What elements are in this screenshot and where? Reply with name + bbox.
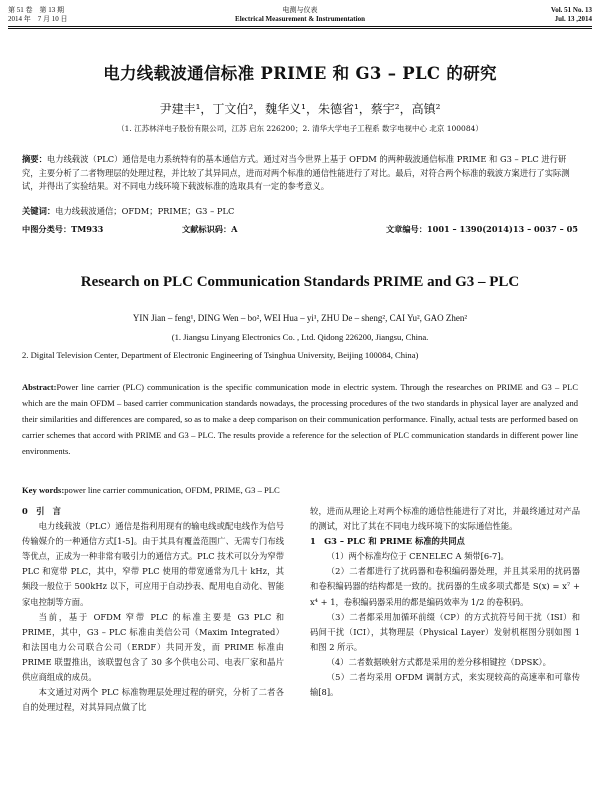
authors-en: YIN Jian – feng¹, DING Wen – bo², WEI Hua – yi¹, ZHU De – sheng², CAI Yu², GAO Zhen² [132,313,468,323]
list-item: （5）二者均采用 OFDM 调制方式，来实现较高的高速率和可靠传输[8]。 [310,672,580,698]
list-item: （2）二者都进行了扰码器和卷积编码器处理，并且其采用的扰码器和卷积编码器的结构都是一致的。扰码器的生成多项式都是 S(x) = x⁷ + x⁴ + 1，卷积编码器采用的都是编码效率为 1/2 的卷积码。 [310,566,580,607]
header-rule [8,26,592,29]
running-header [6,4,594,28]
volume-issue: 第 51 卷 第 13 期 [8,6,64,14]
keywords-cn-text: 电力线载波通信；OFDM；PRIME；G3 – PLC [55,206,235,216]
abstract-cn-label: 摘要： [22,154,47,164]
classification-line [22,224,578,236]
paragraph: 电力线载波（PLC）通信是指利用现有的输电线或配电线作为信号传输媒介的一种通信方式[1-5]。由于其具有覆盖范围广、无需专门布线等优点，正成为一种非常有吸引力的通信方式。PLC 技术可以分为窄带 PLC 和宽带 PLC，其中，窄带 PLC 使用的带宽通常为几十 kHz，其频段一般位于 500kHz 以下，可应用于自动抄表、配用电自动化、智能家电控制等方面。 [22,521,284,607]
authors-cn: 尹建丰¹，丁文伯²，魏华义¹，朱德省¹，蔡宇²，高镇² [159,102,441,116]
body-left-column [22,504,284,715]
paragraph: 本文通过对两个 PLC 标准物理层处理过程的研究，分析了二者各自的处理过程，对其异同点做了比 [22,687,284,713]
list-item: （1）两个标准均位于 CENELEC A 频带[6-7]。 [326,551,509,562]
keywords-en-text: power line carrier communication, OFDM, PRIME, G3 – PLC [64,485,280,495]
section-heading-commonalities: 1 G3 – PLC 和 PRIME 标准的共同点 [310,536,465,547]
journal-name-en: Electrical Measurement & Instrumentation [235,15,365,23]
header-center [6,6,594,24]
volume-issue-en: Vol. 51 No. 13 [550,6,592,14]
abstract-en-label: Abstract: [22,382,57,392]
affiliations-cn: （1. 江苏林洋电子股份有限公司，江苏 启东 226200；2. 清华大学电子工程系 数字电视中心 北京 100084） [117,124,483,133]
issue-date: 2014 年 7 月 10 日 [8,15,68,23]
keywords-en-label: Key words: [22,485,65,495]
issue-date-en: Jul. 13 ,2014 [554,15,592,23]
journal-name-cn: 电测与仪表 [282,6,318,14]
paragraph: 当前，基于 OFDM 窄带 PLC 的标准主要是 G3 PLC 和 PRIME，其中，G3 – PLC 标准由美信公司（Maxim Integrated）和法国电力公司联合公司（ERDF）共同开发，而 PRIME 标准由 PRIME 联盟推出，该联盟包含了 30 多个供电公司、电表厂家和晶片供应商组成的成员。 [22,611,284,683]
abstract-cn-text: 电力线载波（PLC）通信是电力系统特有的基本通信方式。通过对当今世界上基于 OFDM 的两种载波通信标准 PRIME 和 G3 – PLC 进行研究，主要分析了二者物理层的处理过程，并比较了其异同点，进而对两个标准的通信性能进行了对比。最后，对符合两个标准的载波方案进行了实际测试，并得出了实验结果。对不同电力线环境下载波标准的选取具有一定的参考意义。 [22,154,570,191]
header-right [551,6,592,24]
keywords-cn-label: 关键词： [22,206,56,216]
keywords-cn [22,205,578,219]
clc-number: 中图分类号：TM933 [22,224,104,234]
section-heading-introduction: 0 引 言 [22,506,61,516]
affiliation-en-2: 2. Digital Television Center, Department of Electronic Engineering of Tsinghua University, Beijing 100084, China) [22,350,419,360]
keywords-en [22,484,578,498]
list-item: （3）二者都采用加循环前缀（CP）的方式抗符号间干扰（ISI）和码间干扰（ICI），其物理层（Physical Layer）发射机框图分别如图 1 和图 2 所示。 [310,611,580,652]
abstract-cn [22,153,578,194]
title-cn: 电力线载波通信标准 PRIME 和 G3 – PLC 的研究 [103,64,497,83]
list-item: （4）二者数据映射方式都是采用的差分移相键控（DPSK）。 [326,656,551,667]
abstract-en [22,379,578,459]
document-code: 文献标识码：A [182,224,238,234]
article-number: 文章编号：1001 – 1390(2014)13 – 0037 – 05 [385,224,578,234]
paragraph: 较，进而从理论上对两个标准的通信性能进行了对比，并最终通过对产品的测试，对比了其在不同电力线环境下的实际通信性能。 [310,506,580,532]
affiliation-en-1: (1. Jiangsu Linyang Electronics Co. , Ltd. Qidong 226200, Jiangsu, China. [171,332,429,342]
body-right-column [310,504,580,700]
title-en: Research on PLC Communication Standards PRIME and G3 – PLC [80,274,520,290]
abstract-en-text: Power line carrier (PLC) communication is the specific communication mode in electric system. Through the researches on PRIME and G3 – PLC which are the main OFDM – based carrier communication standards nowadays, the processing procedures of the two standards in physical layer are analyzed and their similarities and differences are compared, so as to make a deep comparison on their communication performance. Finally, actual tests are performed based on carrier schemes that accord with PRIME and G3 – PLC. The results provide a reference for the selection of PLC communication standards in different power line environments. [22,382,578,456]
